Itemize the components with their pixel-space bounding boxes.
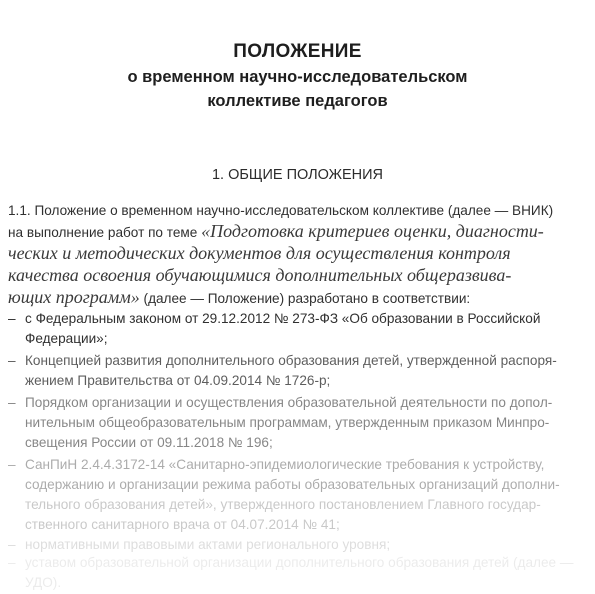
clause-text: (далее — Положение) разработано в соответствии: — [139, 291, 471, 306]
list-item-line: ственного санитарного врача от 04.07.2014 № 41; — [25, 517, 340, 532]
topic-italic-text: ческих и методических документов для осуществления контроля — [8, 243, 511, 263]
list-dash: – — [8, 457, 16, 472]
clause-line — [8, 220, 588, 244]
list-dash: – — [8, 311, 16, 326]
list-item-line: жением Правительства от 04.09.2014 № 1726-р; — [25, 373, 331, 388]
document-subtitle-line-1: о временном научно-исследовательском — [127, 68, 468, 86]
list-item-line: свещения России от 09.11.2018 № 196; — [25, 435, 273, 450]
list-item-line: уставом образовательной организации дополнительного образования детей (далее — — [25, 555, 574, 570]
list-item-line: Федерации»; — [25, 331, 108, 346]
clause-line — [8, 286, 588, 310]
clause-line: 1.1. Положение о временном научно-исследовательском коллективе (далее — ВНИК) — [8, 203, 554, 218]
document-title: ПОЛОЖЕНИЕ — [233, 41, 362, 62]
list-item-line: УДО). — [25, 575, 62, 590]
list-item-line: содержанию и организации режима работы образовательных организаций дополни- — [25, 477, 560, 492]
list-dash: – — [8, 537, 16, 552]
list-item-line: с Федеральным законом от 29.12.2012 № 273-ФЗ «Об образовании в Российской — [25, 311, 541, 326]
topic-italic-text: качества освоения обучающимися дополнительных общеразвива- — [8, 265, 512, 285]
document-subtitle-line-2: коллективе педагогов — [207, 92, 388, 110]
list-item-line: Концепцией развития дополнительного образования детей, утвержденной распоря- — [25, 353, 557, 368]
list-dash: – — [8, 555, 16, 570]
list-item-line: нительным общеобразовательным программам, утвержденным приказом Минпро- — [25, 415, 550, 430]
clause-text: на выполнение работ по теме — [8, 225, 202, 240]
topic-italic-text: ющих программ» — [8, 287, 140, 307]
list-item-line: тельного образования детей», утвержденного постановлением Главного государ- — [25, 497, 541, 512]
section-heading: 1. ОБЩИЕ ПОЛОЖЕНИЯ — [211, 167, 384, 183]
list-item-line: нормативными правовыми актами регионального уровня; — [25, 537, 391, 552]
clause-line — [8, 264, 588, 288]
list-dash: – — [8, 353, 16, 368]
topic-italic-text: «Подготовка критериев оценки, диагности- — [201, 221, 544, 241]
list-item-line: СанПиН 2.4.4.3172-14 «Санитарно-эпидемиологические требования к устройству, — [25, 457, 545, 472]
clause-line — [8, 242, 588, 266]
list-dash: – — [8, 395, 16, 410]
list-item-line: Порядком организации и осуществления образовательной деятельности по допол- — [25, 395, 553, 410]
